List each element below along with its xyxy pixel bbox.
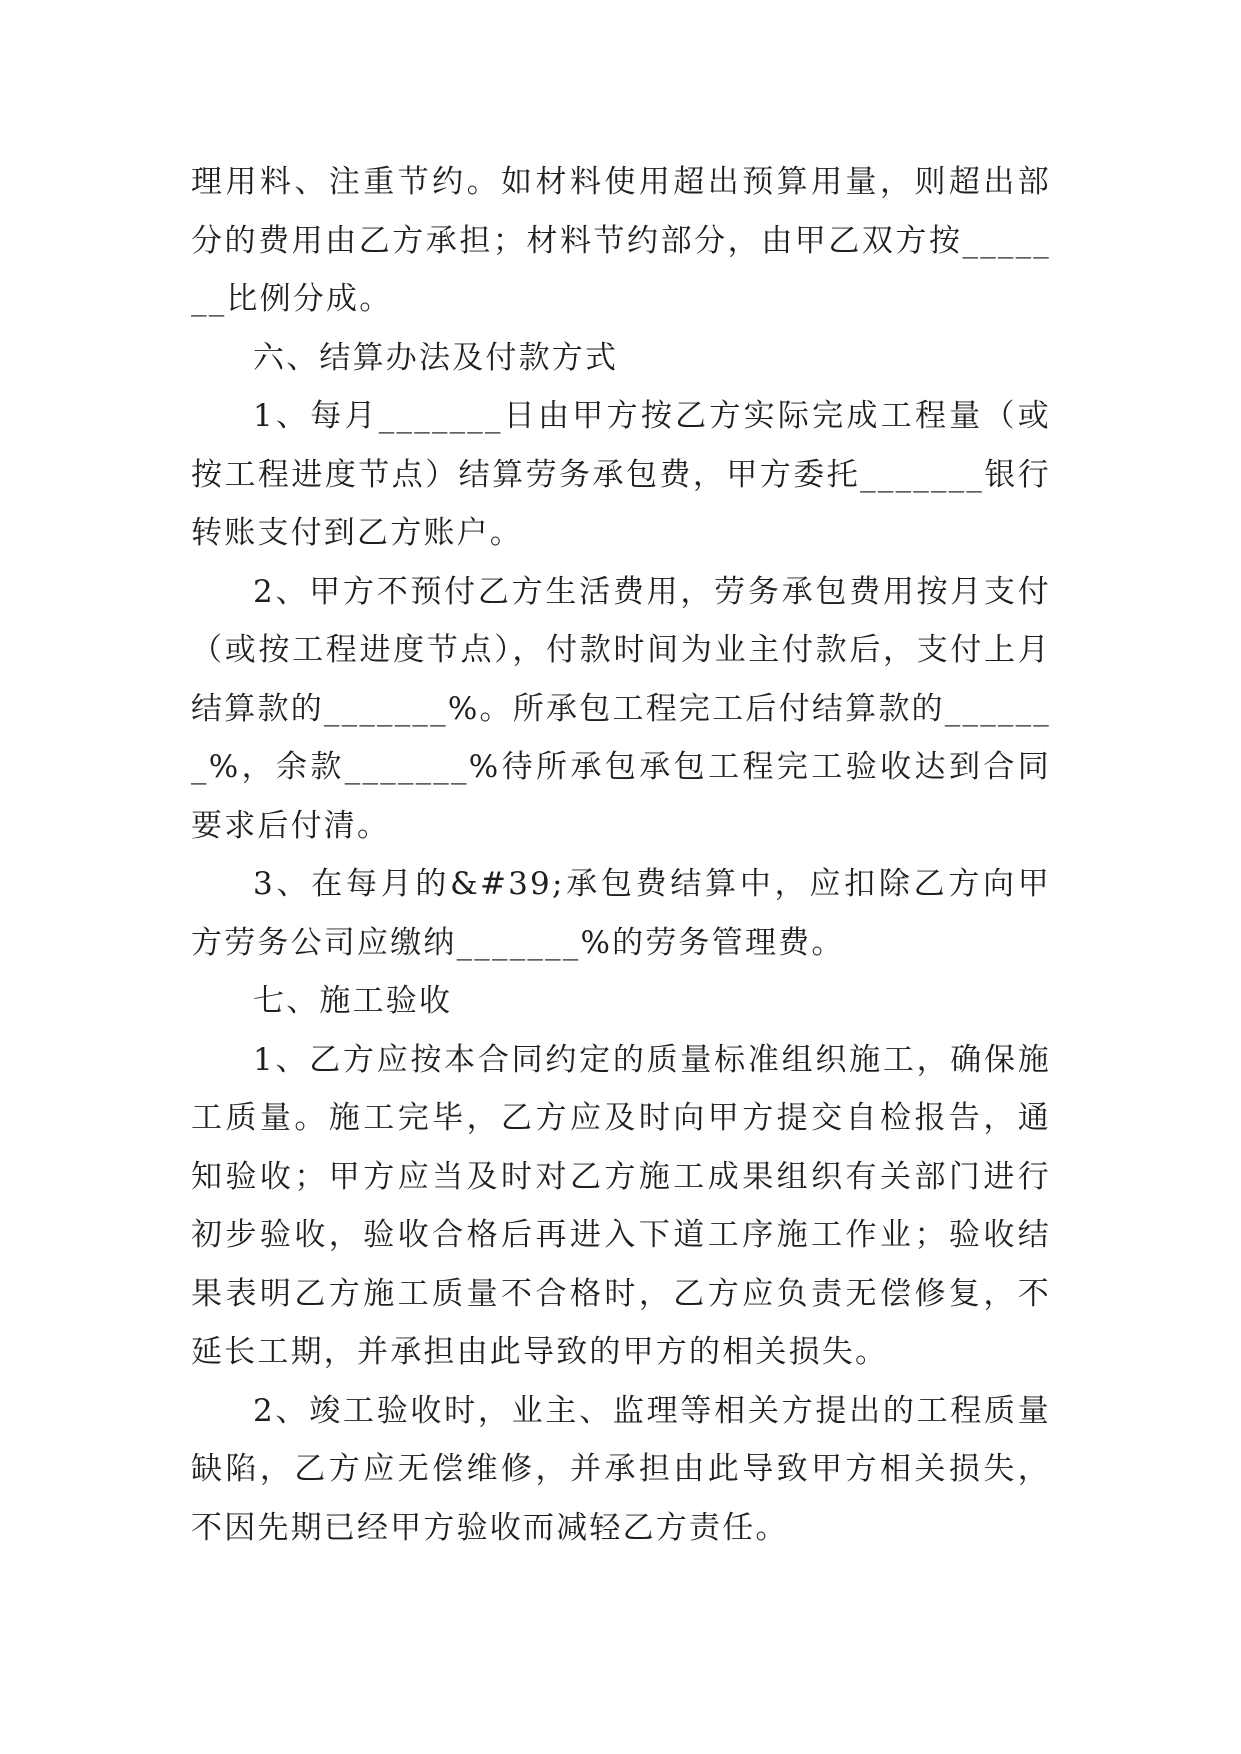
paragraph-acceptance-1: 1、乙方应按本合同约定的质量标准组织施工，确保施工质量。施工完毕，乙方应及时向甲方提交自检报告，通知验收；甲方应当及时对乙方施工成果组织有关部门进行初步验收，验收合格后再进入下道工序施工作业；验收结果表明乙方施工质量不合格时，乙方应负责无偿修复，不延长工期，并承担由此导致的甲方的相关损失。	[191, 1041, 1051, 1370]
paragraph-settlement-1: 1、每月_______日由甲方按乙方实际完成工程量（或按工程进度节点）结算劳务承包费，甲方委托_______银行转账支付到乙方账户。	[191, 398, 1051, 551]
section-heading-settlement: 六、结算办法及付款方式	[253, 339, 619, 376]
paragraph-acceptance-2: 2、竣工验收时，业主、监理等相关方提出的工程质量缺陷，乙方应无偿维修，并承担由此导致甲方相关损失，不因先期已经甲方验收而减轻乙方责任。	[191, 1392, 1051, 1546]
paragraph-continued-materials: 理用料、注重节约。如材料使用超出预算用量，则超出部分的费用由乙方承担；材料节约部分，由甲乙双方按_______比例分成。	[191, 164, 1051, 317]
paragraph-settlement-3: 3、在每月的&#39;承包费结算中，应扣除乙方向甲方劳务公司应缴纳_______%的劳务管理费。	[191, 866, 1051, 961]
document-body	[191, 153, 1051, 1557]
section-heading-acceptance: 七、施工验收	[253, 983, 453, 1019]
paragraph-settlement-2: 2、甲方不预付乙方生活费用，劳务承包费用按月支付（或按工程进度节点），付款时间为业主付款后，支付上月结算款的_______%。所承包工程完工后付结算款的_______%，余款_______%待所承包承包工程完工验收达到合同要求后付清。	[191, 573, 1051, 844]
